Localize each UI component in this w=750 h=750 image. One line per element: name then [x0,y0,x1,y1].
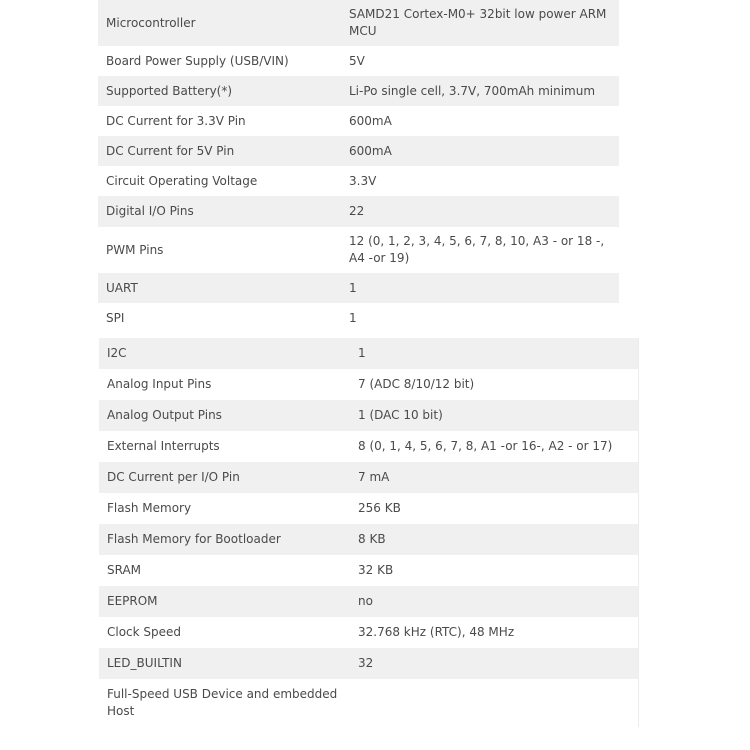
spec-label: PWM Pins [98,227,341,273]
spec-label: DC Current for 5V Pin [98,136,341,166]
table-row [99,555,639,586]
spec-value: 600mA [341,136,619,166]
spec-label: Analog Output Pins [99,400,350,431]
spec-label: EEPROM [99,586,350,617]
table-row [99,338,639,369]
spec-label: External Interrupts [99,431,350,462]
spec-label: Flash Memory [99,493,350,524]
spec-value: 7 mA [350,462,639,493]
table-row [99,462,639,493]
spec-table-bottom [99,338,639,727]
table-row [98,46,619,76]
table-row [99,493,639,524]
spec-label: Microcontroller [98,0,341,46]
spec-label: Analog Input Pins [99,369,350,400]
spec-value: 32 [350,648,639,679]
spec-value [350,679,639,727]
spec-label: UART [98,273,341,303]
table-row [99,524,639,555]
spec-value: 256 KB [350,493,639,524]
spec-label: SRAM [99,555,350,586]
table-row [98,0,619,46]
table-row [98,196,619,227]
spec-value: 7 (ADC 8/10/12 bit) [350,369,639,400]
spec-value: 1 (DAC 10 bit) [350,400,639,431]
spec-value: 22 [341,196,619,227]
spec-value: 3.3V [341,166,619,196]
table-row [99,400,639,431]
spec-label: DC Current for 3.3V Pin [98,106,341,136]
table-row [98,166,619,196]
spec-table-top [98,0,619,334]
table-row [99,617,639,648]
table-row [98,136,619,166]
spec-value: 32.768 kHz (RTC), 48 MHz [350,617,639,648]
table-row [99,431,639,462]
spec-value: 1 [350,338,639,369]
table-row [98,106,619,136]
table-row [98,227,619,273]
spec-label: LED_BUILTIN [99,648,350,679]
table-row [99,586,639,617]
spec-label: DC Current per I/O Pin [99,462,350,493]
spec-label: Clock Speed [99,617,350,648]
table-row [98,303,619,334]
spec-label: Full-Speed USB Device and embedded Host [99,679,350,727]
table-row [99,369,639,400]
spec-value: SAMD21 Cortex-M0+ 32bit low power ARM MCU [341,0,619,46]
spec-label: Circuit Operating Voltage [98,166,341,196]
table-row [99,648,639,679]
spec-value: 32 KB [350,555,639,586]
spec-value: 12 (0, 1, 2, 3, 4, 5, 6, 7, 8, 10, A3 - or 18 -, A4 -or 19) [341,227,619,273]
table-row [99,679,639,727]
spec-value: 8 KB [350,524,639,555]
spec-value: 5V [341,46,619,76]
spec-label: I2C [99,338,350,369]
spec-value: 1 [341,303,619,334]
spec-value: no [350,586,639,617]
spec-label: Supported Battery(*) [98,76,341,106]
spec-label: Digital I/O Pins [98,196,341,227]
spec-label: Flash Memory for Bootloader [99,524,350,555]
table-row [98,76,619,106]
spec-label: Board Power Supply (USB/VIN) [98,46,341,76]
spec-label: SPI [98,303,341,334]
spec-value: 8 (0, 1, 4, 5, 6, 7, 8, A1 -or 16-, A2 - or 17) [350,431,639,462]
spec-value: 1 [341,273,619,303]
spec-value: Li-Po single cell, 3.7V, 700mAh minimum [341,76,619,106]
table-row [98,273,619,303]
spec-value: 600mA [341,106,619,136]
